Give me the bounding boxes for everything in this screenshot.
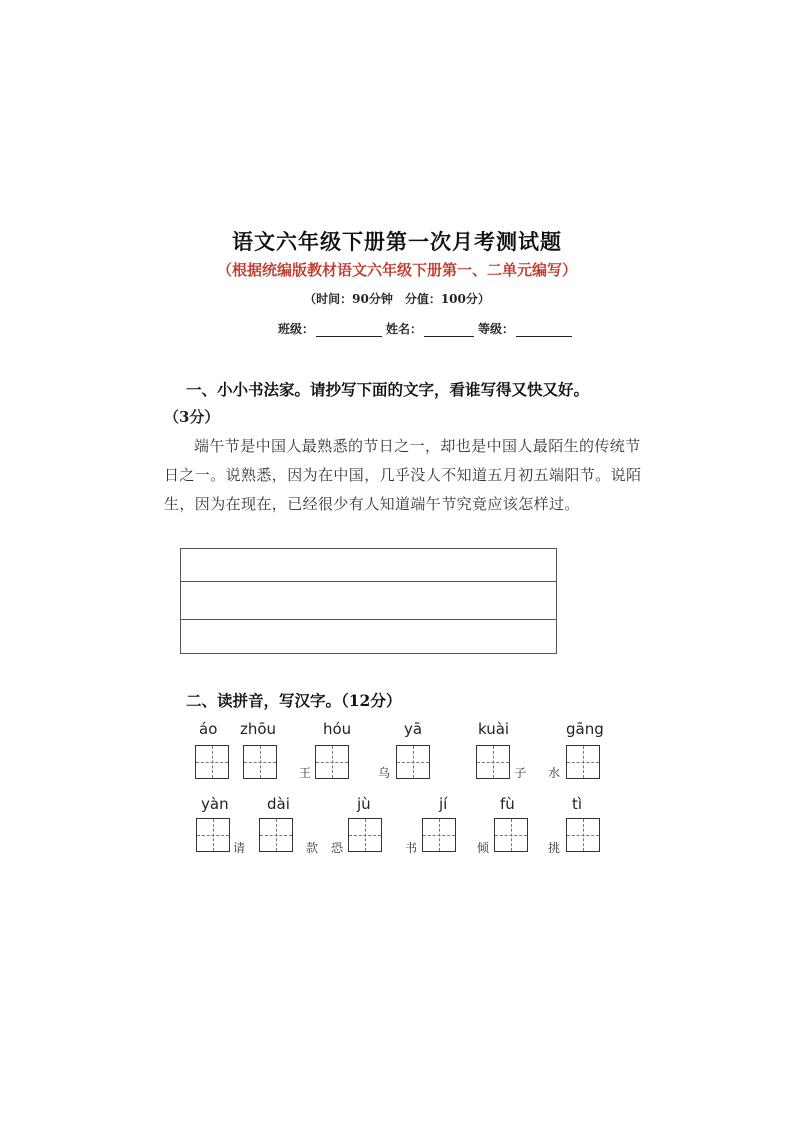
writing-grid-cell[interactable]	[195, 745, 229, 779]
exam-meta: （时间：90分钟 分值：100分）	[304, 292, 490, 306]
pinyin-label: yā	[404, 720, 423, 738]
pinyin-label: jù	[357, 795, 371, 813]
context-character: 恐	[331, 841, 344, 855]
pinyin-label: jí	[439, 795, 448, 813]
writing-grid-cell[interactable]	[476, 745, 510, 779]
writing-grid-cell[interactable]	[348, 818, 382, 852]
question-1-heading: 一、小小书法家。请抄写下面的文字，看谁写得又快又好。	[186, 380, 590, 399]
pinyin-label: yàn	[201, 795, 229, 813]
pinyin-label: gāng	[566, 720, 604, 738]
copy-writing-box[interactable]	[180, 548, 557, 654]
context-character: 倾	[477, 841, 490, 855]
question-1-score: （3分）	[164, 408, 220, 426]
grade-blank[interactable]	[516, 324, 572, 337]
pinyin-label: kuài	[478, 720, 510, 738]
writing-grid-cell[interactable]	[196, 818, 230, 852]
name-blank[interactable]	[424, 324, 474, 337]
exam-subtitle: （根据统编版教材语文六年级下册第一、二单元编写）	[216, 261, 577, 279]
name-label: 姓名：	[386, 322, 423, 336]
writing-grid-cell[interactable]	[396, 745, 430, 779]
writing-grid-cell[interactable]	[315, 745, 349, 779]
context-character: 挑	[548, 841, 561, 855]
context-character: 水	[548, 766, 561, 780]
writing-line	[181, 619, 556, 620]
context-character: 书	[405, 841, 418, 855]
writing-grid-cell[interactable]	[566, 745, 600, 779]
context-character: 款	[306, 841, 319, 855]
class-label: 班级：	[278, 322, 315, 336]
writing-line	[181, 581, 556, 582]
writing-grid-cell[interactable]	[259, 818, 293, 852]
writing-grid-cell[interactable]	[494, 818, 528, 852]
context-character: 王	[299, 766, 312, 780]
exam-title: 语文六年级下册第一次月考测试题	[232, 229, 562, 254]
writing-grid-cell[interactable]	[243, 745, 277, 779]
question-2-heading: 二、读拼音，写汉字。（12分）	[186, 691, 402, 710]
context-character: 子	[514, 766, 527, 780]
context-character: 乌	[378, 766, 391, 780]
pinyin-label: fù	[500, 795, 515, 813]
pinyin-label: zhōu	[240, 720, 277, 738]
pinyin-label: áo	[199, 720, 218, 738]
pinyin-label: hóu	[323, 720, 352, 738]
grade-label: 等级：	[478, 322, 515, 336]
question-1-passage: 端午节是中国人最熟悉的节日之一，却也是中国人最陌生的传统节日之一。说熟悉，因为在中国，几乎没人不知道五月初五端阳节。说陌生，因为在现在，已经很少有人知道端午节究竟应该怎样过。	[164, 437, 642, 513]
student-info-row	[278, 320, 576, 337]
context-character: 请	[233, 841, 246, 855]
writing-grid-cell[interactable]	[566, 818, 600, 852]
class-blank[interactable]	[316, 324, 382, 337]
pinyin-label: tì	[572, 795, 583, 813]
writing-grid-cell[interactable]	[422, 818, 456, 852]
pinyin-label: dài	[267, 795, 290, 813]
